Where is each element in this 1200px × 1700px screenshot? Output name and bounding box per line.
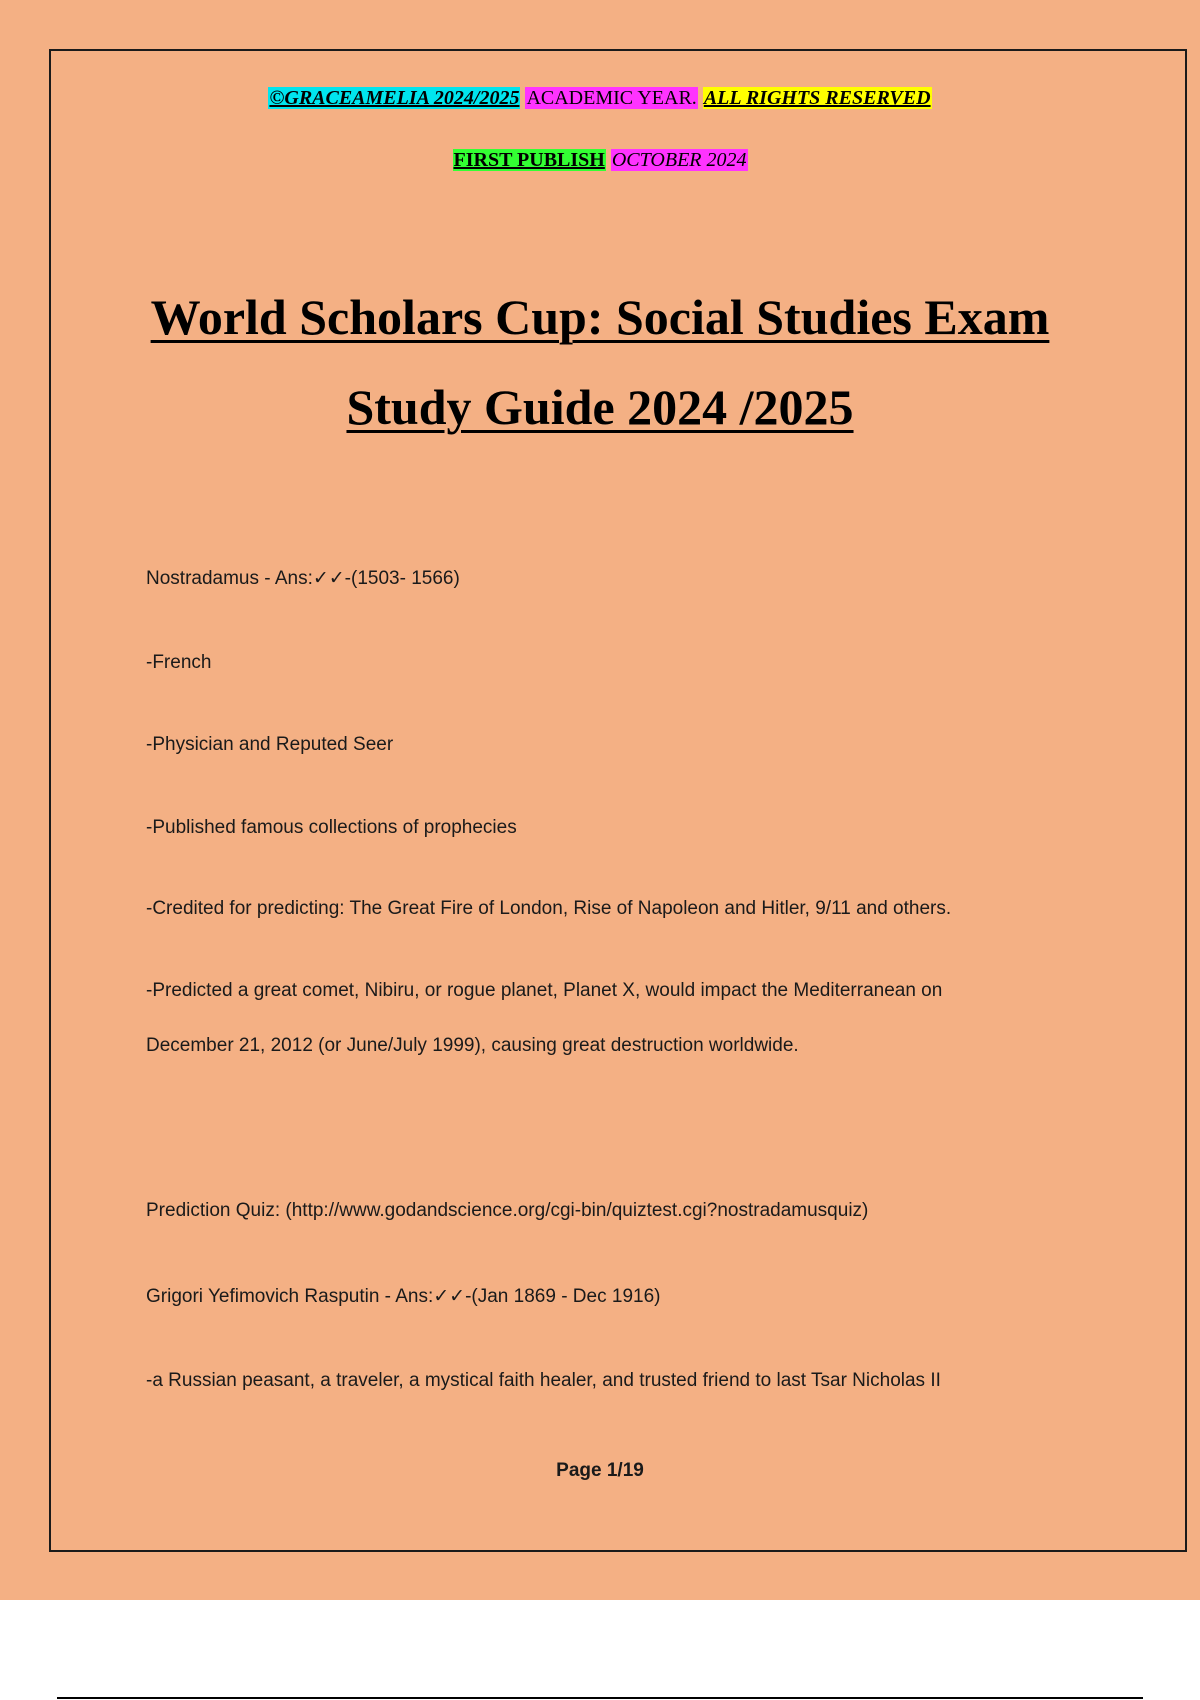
first-publish-text: FIRST PUBLISH [453,149,605,171]
list-item: -Published famous collections of prophecies [146,817,517,838]
term-nostradamus: Nostradamus - Ans:✓✓-(1503- 1566) [146,568,460,589]
header-publish-line [0,147,1200,173]
publish-date-text: OCTOBER 2024 [611,149,747,171]
list-item-continuation: December 21, 2012 (or June/July 1999), causing great destruction worldwide. [146,1035,799,1056]
list-item: -a Russian peasant, a traveler, a mystical faith healer, and trusted friend to last Tsar Nicholas II [146,1370,941,1391]
list-item: -Credited for predicting: The Great Fire of London, Rise of Napoleon and Hitler, 9/11 and others. [146,898,952,919]
prediction-quiz-line: Prediction Quiz: (http://www.godandscience.org/cgi-bin/quiztest.cgi?nostradamusquiz) [146,1200,869,1221]
bottom-divider [57,1697,1143,1699]
list-item: -French [146,652,212,673]
list-item: -Predicted a great comet, Nibiru, or rogue planet, Planet X, would impact the Mediterranean on [146,980,943,1001]
rights-reserved-text: ALL RIGHTS RESERVED [703,87,931,109]
page-border [49,49,1187,1552]
copyright-text: ©GRACEAMELIA 2024/2025 [269,87,520,109]
list-item: -Physician and Reputed Seer [146,734,394,755]
document-title-line-1: World Scholars Cup: Social Studies Exam [150,289,1050,345]
document-title-line-2: Study Guide 2024 /2025 [346,379,854,435]
term-rasputin: Grigori Yefimovich Rasputin - Ans:✓✓-(Jan 1869 - Dec 1916) [146,1286,661,1307]
academic-year-text: ACADEMIC YEAR. [526,87,697,109]
header-copyright-line [0,85,1200,111]
page-number: Page 1/19 [556,1460,644,1481]
